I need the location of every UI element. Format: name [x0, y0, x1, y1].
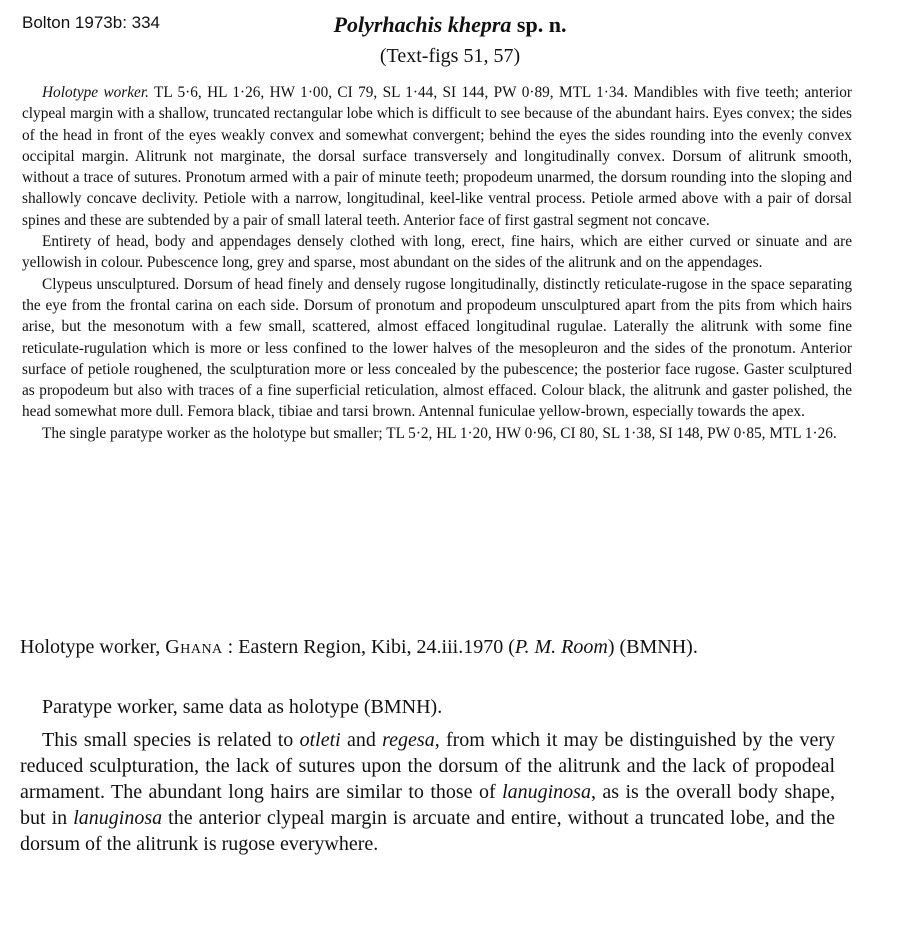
discussion-paragraph	[20, 727, 835, 857]
discussion-t5: the anterior clypeal margin is arcuate and entire, without a truncated lobe, and the dorsum of the alitrunk is rugose everywhere.	[20, 807, 835, 855]
discussion-t4: , as is the overall body shape, but in	[20, 781, 835, 829]
holotype-measurements-paragraph	[22, 82, 852, 231]
species-name: Polyrhachis khepra	[333, 12, 512, 37]
paratype-material	[20, 694, 835, 720]
discussion-t2: and	[340, 729, 383, 751]
species-title	[0, 12, 900, 38]
morphology-text: Mandibles with five teeth; anterior clypeal margin with a shallow, truncated rectangular lobe which is difficult to see because of the abundant hairs. Eyes convex; the sides of the head in front of the eyes weakly convex and somewhat convergent; behind the eyes the sides rounding into the evenly convex occipital margin. Alitrunk not marginate, the dorsal surface transversely and longitudinally convex. Dorsum of alitrunk smooth, without a trace of sutures. Pronotum armed with a pair of minute teeth; propodeum unarmed, the dorsum rounding into the sloping and shallowly concave declivity. Petiole with a narrow, longitudinal, keel-like ventral process. Petiole armed above with a pair of dorsal spines and these are subtended by a pair of small lateral teeth. Anterior face of first gastral segment not concave.	[22, 84, 852, 229]
species-ref-otleti: otleti	[299, 729, 341, 751]
citation-label: Bolton 1973b: 334	[22, 13, 161, 32]
holotype-country: Ghana	[165, 636, 223, 658]
holotype-label: Holotype worker.	[42, 84, 149, 101]
species-ref-lanuginosa-1: lanuginosa	[502, 781, 591, 803]
holotype-material-c: ) (BMNH).	[607, 636, 698, 658]
description-block	[22, 82, 852, 444]
holotype-material-b: : Eastern Region, Kibi, 24.iii.1970 (	[227, 636, 515, 658]
species-ref-regesa: regesa	[382, 729, 435, 751]
pilosity-paragraph: Entirety of head, body and appendages densely clothed with long, erect, fine hairs, which are either curved or sinuate and are yellowish in colour. Pubescence long, grey and sparse, most abundant on the sides of the alitrunk and on the appendages.	[22, 233, 852, 272]
species-ref-lanuginosa-2: lanuginosa	[73, 807, 163, 829]
holotype-measurements: TL 5·6, HL 1·26, HW 1·00, CI 79, SL 1·44, SI 144, PW 0·89, MTL 1·34.	[154, 84, 628, 101]
paratype-text: Paratype worker, same data as holotype (BMNH).	[42, 696, 443, 718]
discussion-t1: This small species is related to	[42, 729, 300, 751]
holotype-material-a: Holotype worker,	[20, 636, 161, 658]
figure-reference: (Text-figs 51, 57)	[379, 45, 521, 67]
paratype-measurements-paragraph: The single paratype worker as the holotype but smaller; TL 5·2, HL 1·20, HW 0·96, CI 80, SL 1·38, SI 148, PW 0·85, MTL 1·26.	[42, 424, 837, 442]
holotype-collector: P. M. Room	[514, 636, 608, 658]
sculpture-paragraph: Clypeus unsculptured. Dorsum of head finely and densely rugose longitudinally, distinctly reticulate-rugose in the space separating the eye from the frontal carina on each side. Dorsum of pronotum and propodeum unsculptured apart from the pits from which hairs arise, but the mesonotum with a few small, scattered, almost effaced longitudinal rugulae. Laterally the alitrunk with some fine reticulate-rugulation which is more or less confined to the lower halves of the mesopleuron and the sides of the pronotum. Anterior surface of petiole roughened, the sculpturation more or less concealed by the pubescence; the posterior face rugose. Gaster sculptured as propodeum but also with traces of a fine superficial reticulation, almost effaced. Colour black, the alitrunk and gaster polished, the head somewhat more dull. Femora black, tibiae and tarsi brown. Antennal funiculae yellow-brown, especially towards the apex.	[22, 275, 852, 421]
new-species-label: sp. n.	[516, 12, 567, 37]
discussion-t3: , from which it may be distinguished by the very reduced sculpturation, the lack of sutures upon the dorsum of the alitrunk and the lack of propodeal armament. The abundant long hairs are similar to those of	[20, 729, 835, 803]
holotype-material	[20, 634, 835, 660]
